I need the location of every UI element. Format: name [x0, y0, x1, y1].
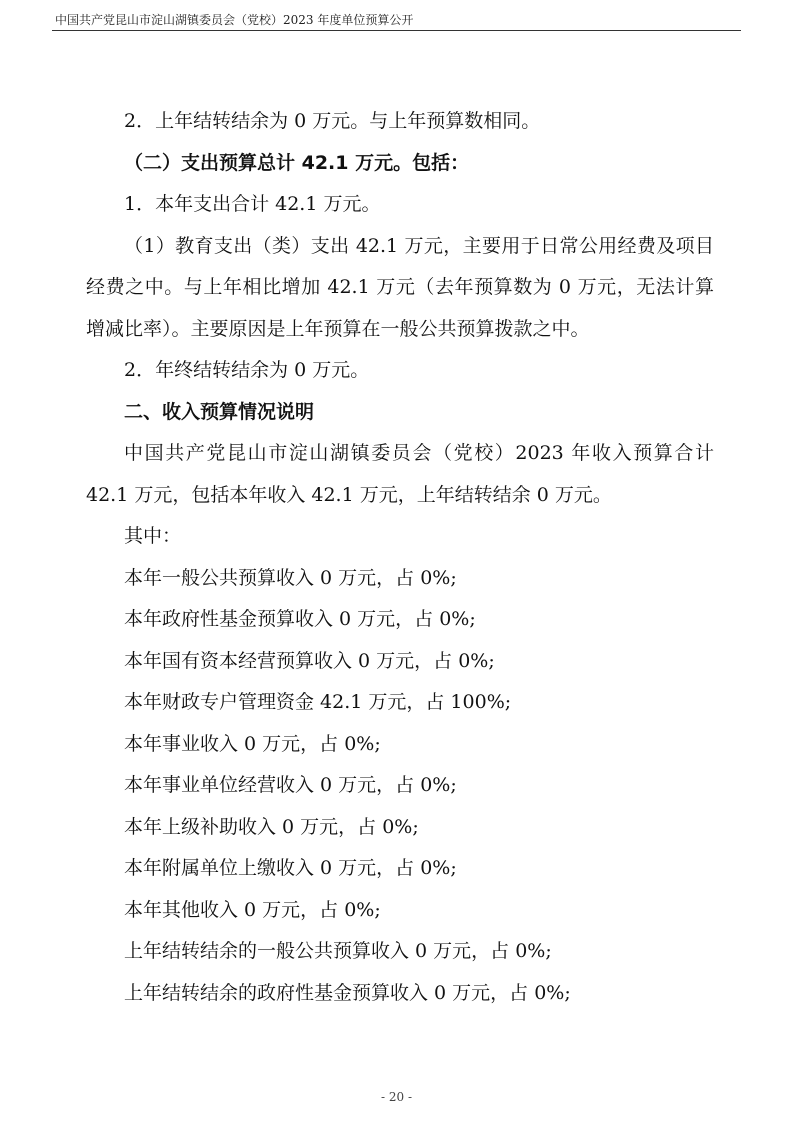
list-item: 上年结转结余的一般公共预算收入 0 万元，占 0%; [124, 940, 552, 962]
section-heading-expenditure: （二）支出预算总计 42.1 万元。包括： [124, 151, 470, 174]
list-item: 上年结转结余的政府性基金预算收入 0 万元，占 0%; [124, 981, 571, 1004]
paragraph-carryover: 2．上年结转结余为 0 万元。与上年预算数相同。 [124, 110, 541, 132]
document-body [86, 101, 714, 1014]
paragraph-expenditure-total: 1．本年支出合计 42.1 万元。 [124, 193, 381, 215]
section-heading-income: 二、收入预算情况说明 [124, 400, 315, 423]
list-item: 本年财政专户管理资金 42.1 万元，占 100%; [124, 691, 512, 713]
list-item: 本年事业收入 0 万元，占 0%; [124, 732, 381, 755]
page-number: - 20 - [380, 1090, 412, 1104]
paragraph-education-expense: （1）教育支出（类）支出 42.1 万元，主要用于日常公用经费及项目经费之中。与上年相比增加 42.1 万元（去年预算数为 0 万元，无法计算增减比率）。主要原因是上年预算在一般公共预算拨款之中。 [86, 234, 714, 340]
list-item: 本年上级补助收入 0 万元，占 0%; [124, 815, 419, 838]
list-item: 本年其他收入 0 万元，占 0%; [124, 898, 381, 921]
list-item: 本年事业单位经营收入 0 万元，占 0%; [124, 774, 457, 796]
list-item: 本年国有资本经营预算收入 0 万元，占 0%; [124, 649, 495, 672]
list-item: 本年附属单位上缴收入 0 万元，占 0%; [124, 857, 457, 879]
list-item: 本年政府性基金预算收入 0 万元，占 0%; [124, 608, 476, 630]
header-divider [52, 30, 741, 31]
paragraph-income-summary: 中国共产党昆山市淀山湖镇委员会（党校）2023 年收入预算合计 42.1 万元，包括本年收入 42.1 万元，上年结转结余 0 万元。 [86, 442, 714, 506]
page-header: 中国共产党昆山市淀山湖镇委员会（党校）2023 年度单位预算公开 [55, 13, 414, 27]
paragraph-year-end-balance: 2．年终结转结余为 0 万元。 [124, 359, 370, 381]
paragraph-among: 其中： [124, 525, 182, 547]
list-item: 本年一般公共预算收入 0 万元，占 0%; [124, 566, 457, 589]
